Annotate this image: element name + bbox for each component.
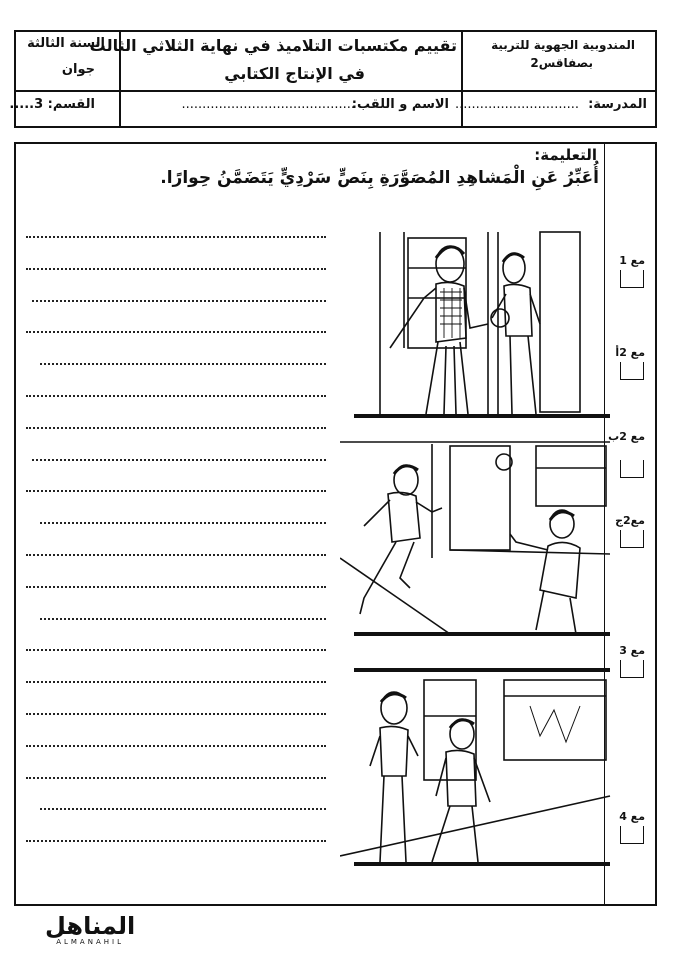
writing-line[interactable] — [26, 395, 326, 397]
exam-subtitle: في الإنتاج الكتابي — [224, 64, 365, 83]
exam-title: تقييم مكتسبات التلاميذ في نهاية الثلاثي الثالث — [89, 36, 457, 55]
score-box[interactable] — [620, 660, 644, 678]
writing-line[interactable] — [26, 586, 326, 588]
writing-line[interactable] — [26, 713, 326, 715]
score-box[interactable] — [620, 270, 644, 288]
class-label: القسم: 3..... — [9, 97, 95, 112]
writing-line[interactable] — [40, 618, 326, 620]
picture-panel-1 — [340, 228, 612, 424]
writing-line[interactable] — [26, 681, 326, 683]
school-field[interactable]: .............................. — [455, 97, 579, 112]
logo-latin: ALMANAHIL — [56, 938, 124, 946]
writing-line[interactable] — [26, 840, 326, 842]
criterion-label: مع 3 — [619, 644, 645, 657]
writing-line[interactable] — [26, 268, 326, 270]
picture-panel-2 — [340, 438, 612, 640]
writing-line[interactable] — [26, 777, 326, 779]
instruction-text: أُعَبِّرُ عَنِ الْمَشاهِدِ المُصَوَّرَةِ بِنَصٍّ سَرْدِيٍّ يَتَضَمَّنُ حِوارًا. — [160, 168, 599, 188]
writing-line[interactable] — [26, 490, 326, 492]
publisher-logo — [45, 914, 135, 946]
writing-line[interactable] — [40, 363, 326, 365]
grade-label: السنة الثالثة — [27, 36, 105, 51]
logo-name: المناهل — [45, 912, 136, 940]
criterion-label: مع 2أ — [615, 346, 645, 359]
score-box[interactable] — [620, 362, 644, 380]
name-field[interactable]: .......................................... — [181, 97, 355, 112]
picture-panel-3 — [340, 666, 612, 872]
score-box[interactable] — [620, 460, 644, 478]
school-label: المدرسة: — [588, 97, 647, 112]
criterion-label: مع 1 — [619, 254, 645, 267]
writing-line[interactable] — [32, 300, 326, 302]
criterion-label: مع 4 — [619, 810, 645, 823]
criterion-label: مع2ج — [615, 514, 645, 527]
writing-line[interactable] — [26, 427, 326, 429]
score-box[interactable] — [620, 530, 644, 548]
writing-line[interactable] — [32, 459, 326, 461]
writing-line[interactable] — [26, 554, 326, 556]
region-label: المندوبية الجهوية للتربية — [491, 38, 635, 52]
score-box[interactable] — [620, 826, 644, 844]
writing-line[interactable] — [40, 522, 326, 524]
instruction-label: التعليمة: — [534, 146, 597, 164]
month-label: جوان — [61, 62, 95, 77]
writing-line[interactable] — [26, 745, 326, 747]
region-city: بصفاقس2 — [530, 56, 593, 70]
writing-line[interactable] — [40, 808, 326, 810]
name-label: الاسم و اللقب: — [351, 97, 449, 112]
writing-line[interactable] — [26, 236, 326, 238]
writing-line[interactable] — [26, 649, 326, 651]
writing-line[interactable] — [26, 331, 326, 333]
criterion-label: مع 2ب — [608, 430, 645, 443]
header-table — [9, 30, 657, 128]
